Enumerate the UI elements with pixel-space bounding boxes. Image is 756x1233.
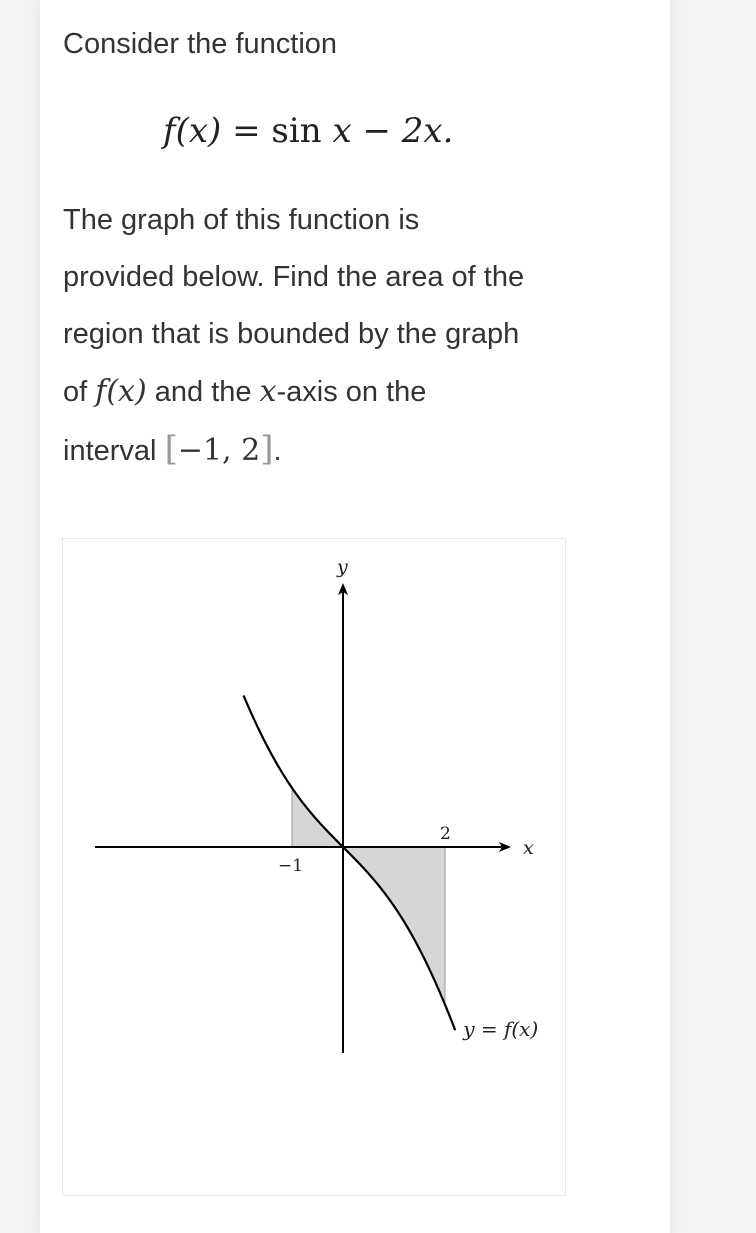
statement-line-3: region that is bounded by the graph [63, 318, 520, 350]
formula-lhs: f(x) [163, 111, 222, 151]
statement-axis: -axis on the [276, 376, 427, 408]
intro-text: Consider the function [63, 28, 338, 60]
statement-and-the: and the [154, 376, 252, 408]
x-tick-label: −1 [278, 856, 304, 876]
statement-of: of [63, 376, 88, 408]
graph-svg [63, 539, 567, 1197]
function-formula [163, 108, 453, 154]
formula-sin: sin [271, 111, 322, 151]
curve-label: y = f(x) [463, 1017, 539, 1042]
formula-minus: − [362, 111, 391, 151]
statement-interval-label: interval [63, 435, 157, 467]
shaded-region [292, 788, 445, 1005]
y-axis-label: y [337, 556, 348, 578]
function-graph [62, 538, 566, 1196]
formula-equals: = [232, 111, 261, 151]
interval-values: −1, 2 [177, 433, 261, 468]
formula-x: x [332, 111, 352, 151]
x-tick-label: 2 [440, 824, 451, 844]
interval-period: . [273, 435, 282, 467]
x-axis-label: x [523, 837, 534, 859]
statement-line-4 [63, 363, 583, 421]
interval-close-bracket: ] [260, 429, 274, 469]
statement-line-1: The graph of this function is [63, 204, 420, 236]
statement-x: x [259, 374, 277, 409]
statement-line-5 [63, 421, 583, 480]
statement-line-2: provided below. Find the area of the [63, 261, 525, 293]
problem-statement [63, 192, 583, 480]
statement-fx: f(x) [95, 374, 147, 409]
interval-open-bracket: [ [164, 429, 178, 469]
formula-term: 2x. [401, 111, 454, 151]
